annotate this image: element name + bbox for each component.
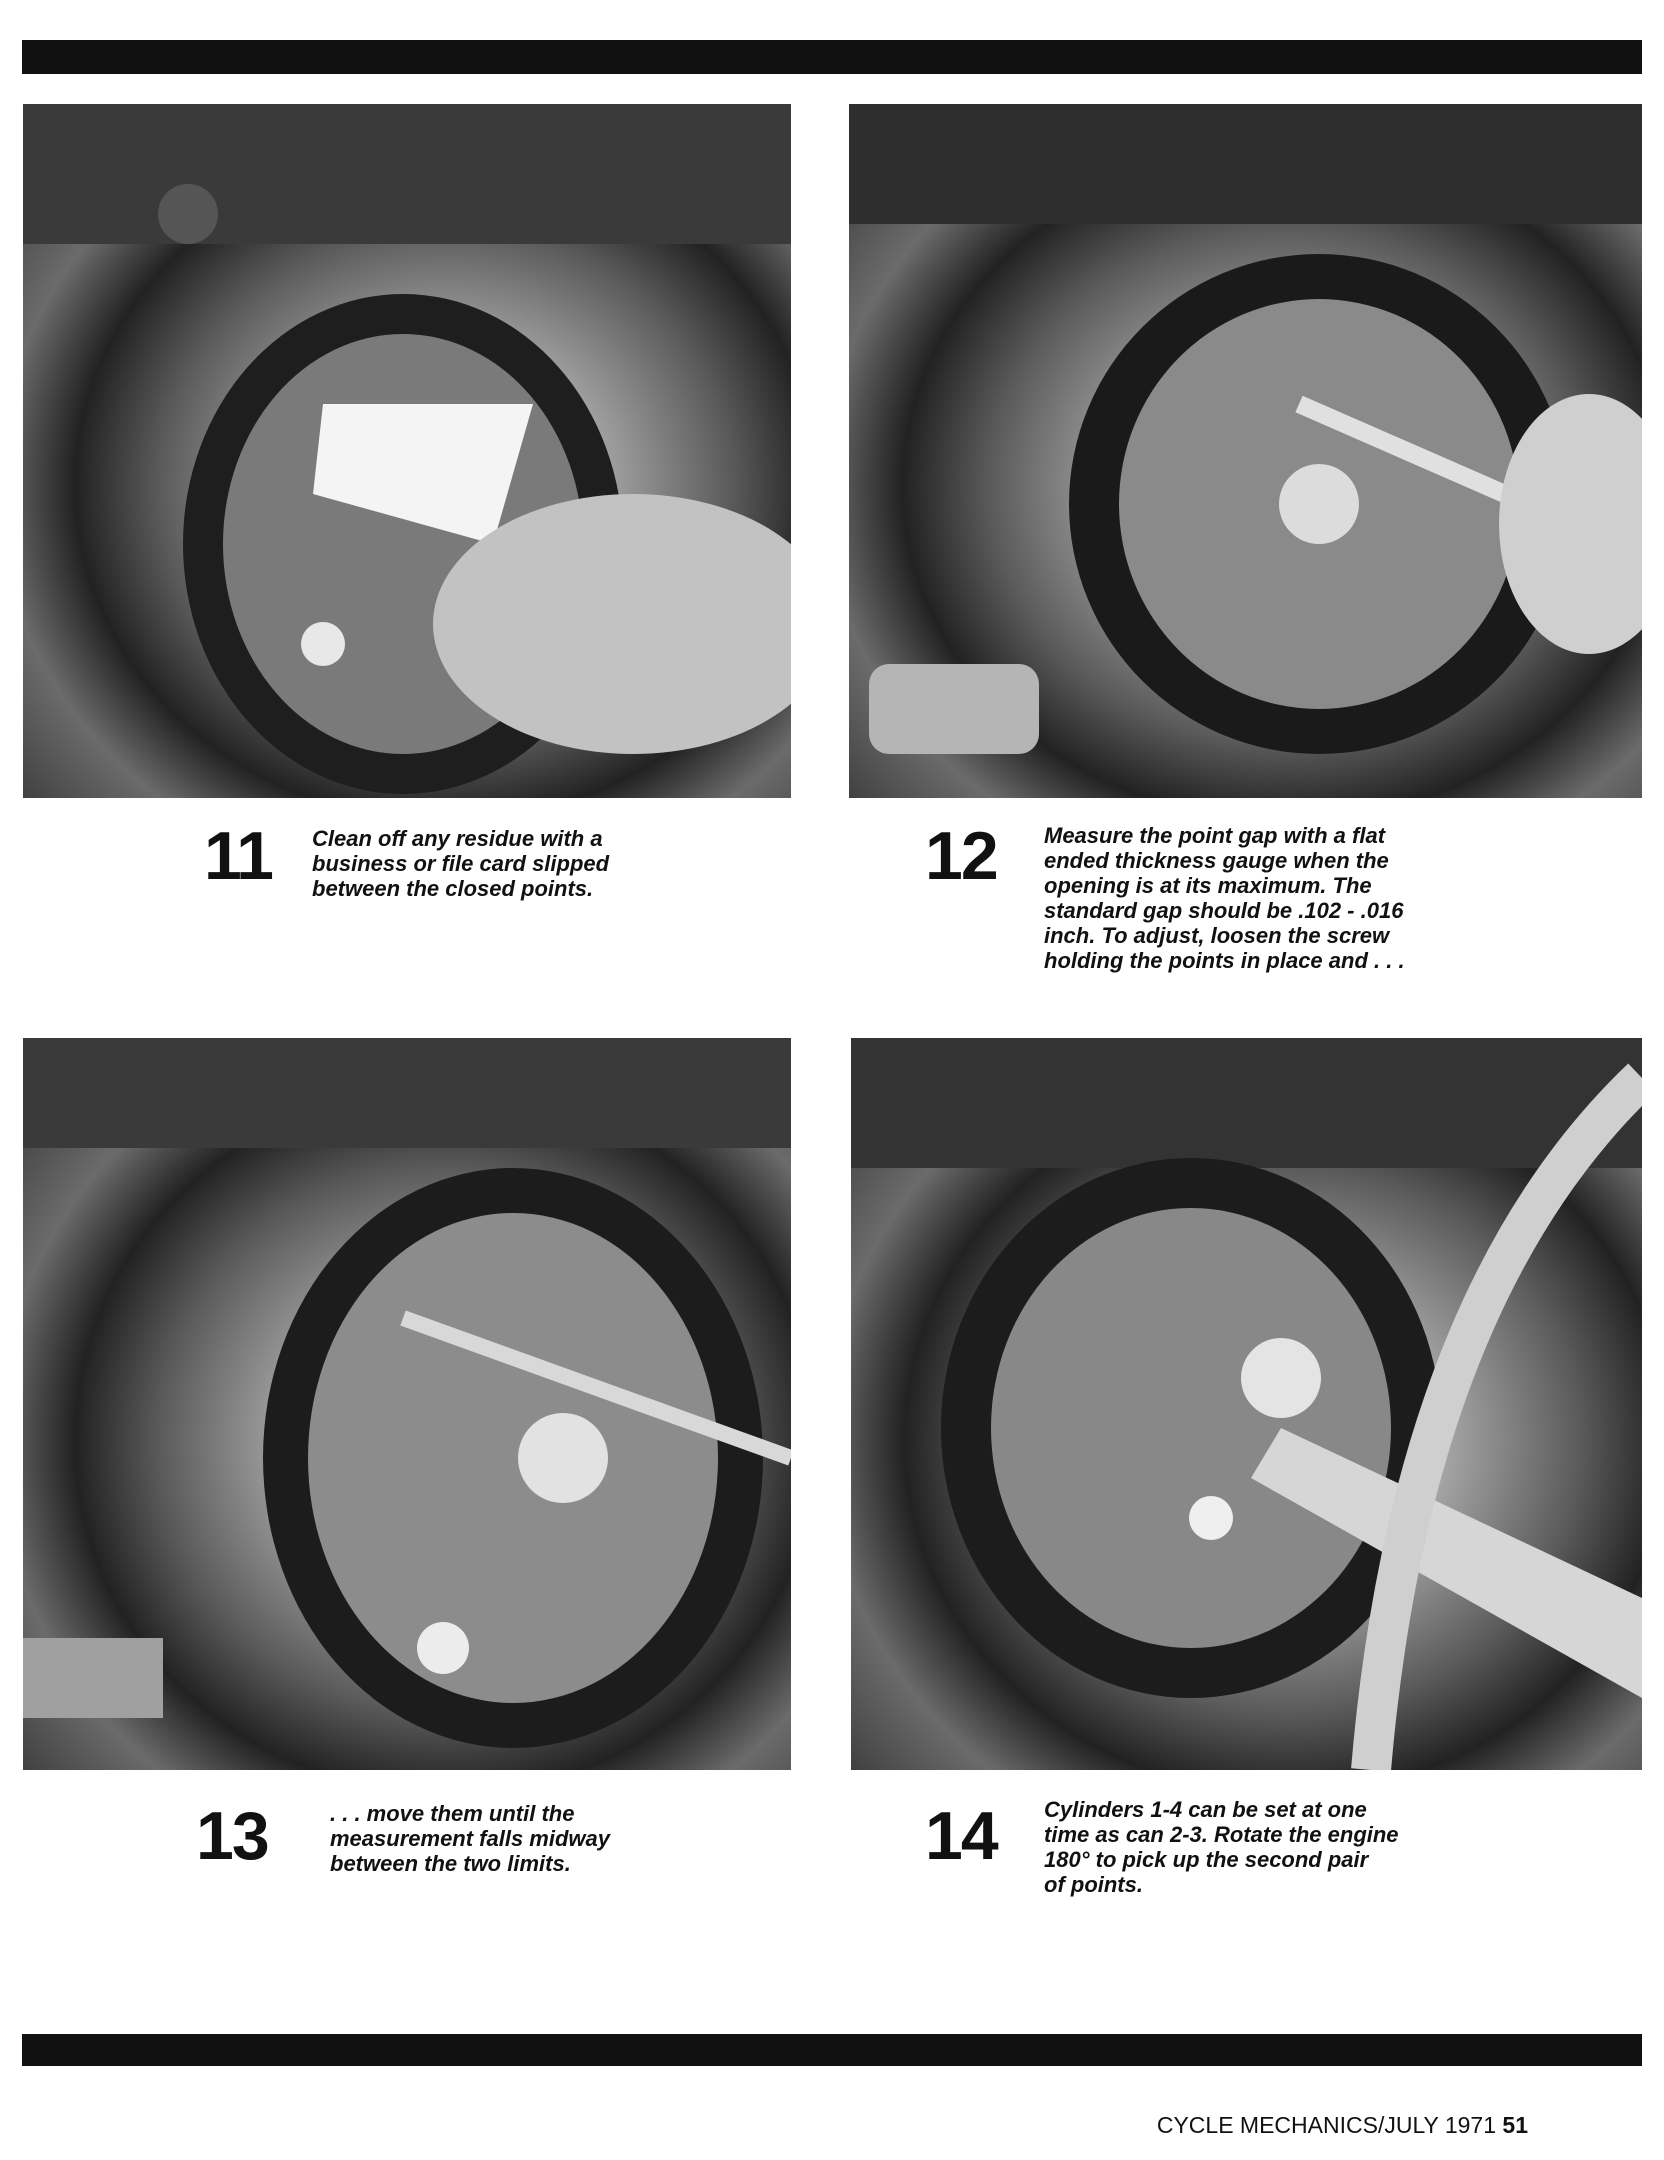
bottom-rule <box>22 2034 1642 2066</box>
step-caption: . . . move them until the measurement falls midway between the two limits. <box>330 1801 611 1876</box>
publication-line: CYCLE MECHANICS/JULY 1971 <box>1156 2112 1497 2138</box>
photo-step-13 <box>23 1038 791 1770</box>
top-rule <box>22 40 1642 74</box>
step-caption: Clean off any residue with a business or file card slipped between the closed points. <box>312 826 610 901</box>
step-number: 14 <box>925 1798 997 1874</box>
photo-step-14 <box>851 1038 1642 1770</box>
step-number: 13 <box>196 1798 268 1874</box>
page-number: 51 <box>1502 2112 1528 2138</box>
step-caption: Cylinders 1-4 can be set at one time as can 2-3. Rotate the engine 180° to pick up the second pair of points. <box>1044 1797 1399 1897</box>
step-caption: Measure the point gap with a flat ended thickness gauge when the opening is at its maximum. The standard gap should be .102 - .016 inch. To adjust, loosen the screw holding the points in place and . . . <box>1044 823 1405 973</box>
step-number: 11 <box>204 818 272 894</box>
page-footer <box>1157 2112 1528 2139</box>
step-number: 12 <box>925 818 997 894</box>
photo-step-12 <box>849 104 1642 798</box>
photo-step-11 <box>23 104 791 798</box>
